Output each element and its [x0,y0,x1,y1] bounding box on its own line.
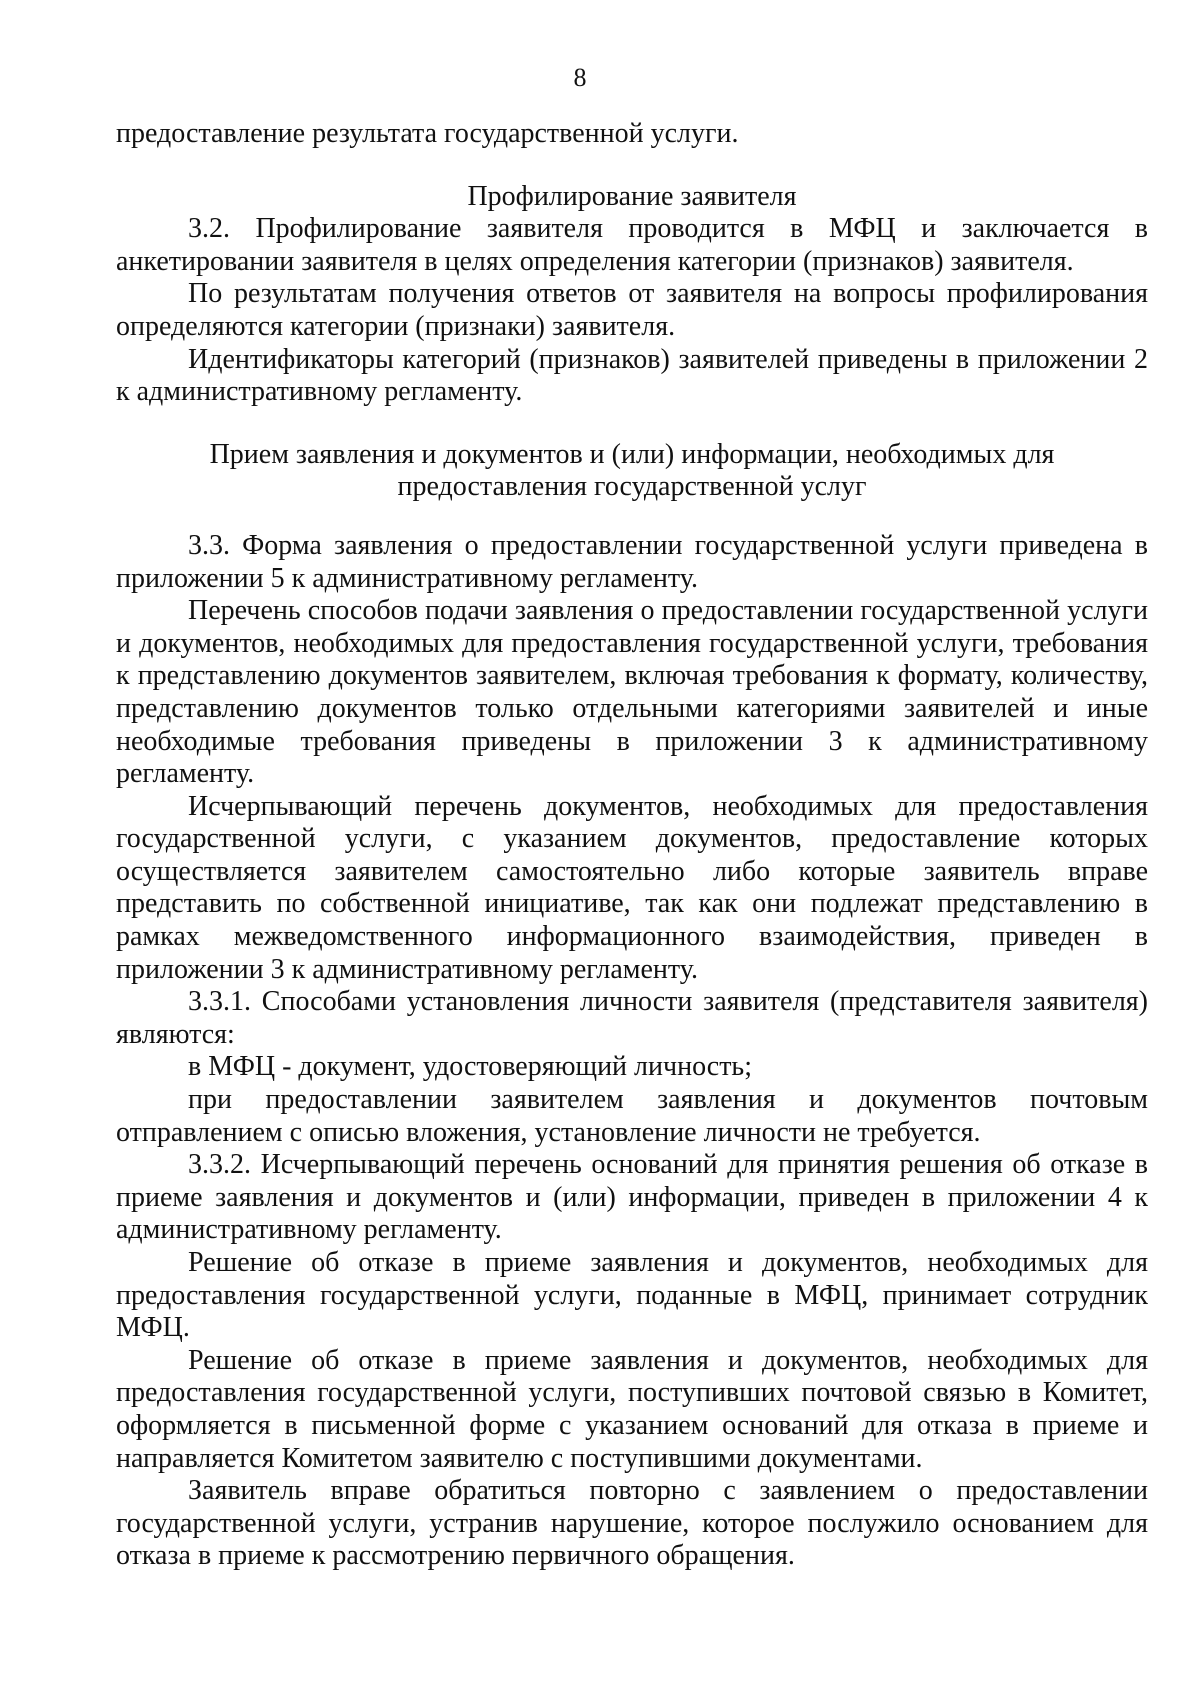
section-heading: Профилирование заявителя [467,180,797,212]
paragraph: 3.2. Профилирование заявителя проводится в МФЦ и заключается в анкетировании заявителя в целях определения категории (признаков) заявителя. [116,213,1148,277]
paragraph: при предоставлении заявителем заявления и документов почтовым отправлением с описью вложения, установление личности не требуется. [116,1084,1148,1148]
paragraph: 3.3.1. Способами установления личности заявителя (представителя заявителя) являются: [116,986,1148,1050]
paragraph: Решение об отказе в приеме заявления и документов, необходимых для предоставления государственной услуги, поданные в МФЦ, принимает сотрудник МФЦ. [116,1247,1148,1344]
document-body [116,118,1148,1573]
paragraph: в МФЦ - документ, удостоверяющий личность; [188,1051,752,1083]
paragraph: Заявитель вправе обратиться повторно с заявлением о предоставлении государственной услуги, устранив нарушение, которое послужило основанием для отказа в приеме к рассмотрению первичного обращения. [116,1475,1148,1572]
paragraph: Решение об отказе в приеме заявления и документов, необходимых для предоставления государственной услуги, поступивших почтовой связью в Комитет, оформляется в письменной форме с указанием оснований для отказа в приеме и направляется Комитетом заявителю с поступившими документами. [116,1344,1148,1474]
paragraph: 3.3. Форма заявления о предоставлении государственной услуги приведена в приложении 5 к административному регламенту. [116,529,1148,594]
paragraph: 3.3.2. Исчерпывающий перечень оснований для принятия решения об отказе в приеме заявления и документов и (или) информации, приведен в приложении 4 к административному регламенту. [116,1149,1148,1246]
section-heading: Прием заявления и документов и (или) информации, необходимых для предоставления государственной услуг [209,438,1055,503]
paragraph: Перечень способов подачи заявления о предоставлении государственной услуги и документов, необходимых для предоставления государственной услуги, требования к представлению документов заявителем, включая требования к формату, количеству, представлению документов только отдельными категориями заявителей и иные необходимые требования приведены в приложении 3 к административному регламенту. [116,595,1148,790]
paragraph: предоставление результата государственной услуги. [116,118,739,149]
paragraph: Идентификаторы категорий (признаков) заявителей приведены в приложении 2 к административному регламенту. [116,343,1148,408]
page-number: 8 [573,63,587,92]
paragraph: По результатам получения ответов от заявителя на вопросы профилирования определяются категории (признаки) заявителя. [116,278,1148,342]
paragraph: Исчерпывающий перечень документов, необходимых для предоставления государственной услуги, с указанием документов, предоставление которых осуществляется заявителем самостоятельно либо которые заявитель вправе представить по собственной инициативе, так как они подлежат представлению в рамках межведомственного информационного взаимодействия, приведен в приложении 3 к административному регламенту. [116,790,1148,985]
